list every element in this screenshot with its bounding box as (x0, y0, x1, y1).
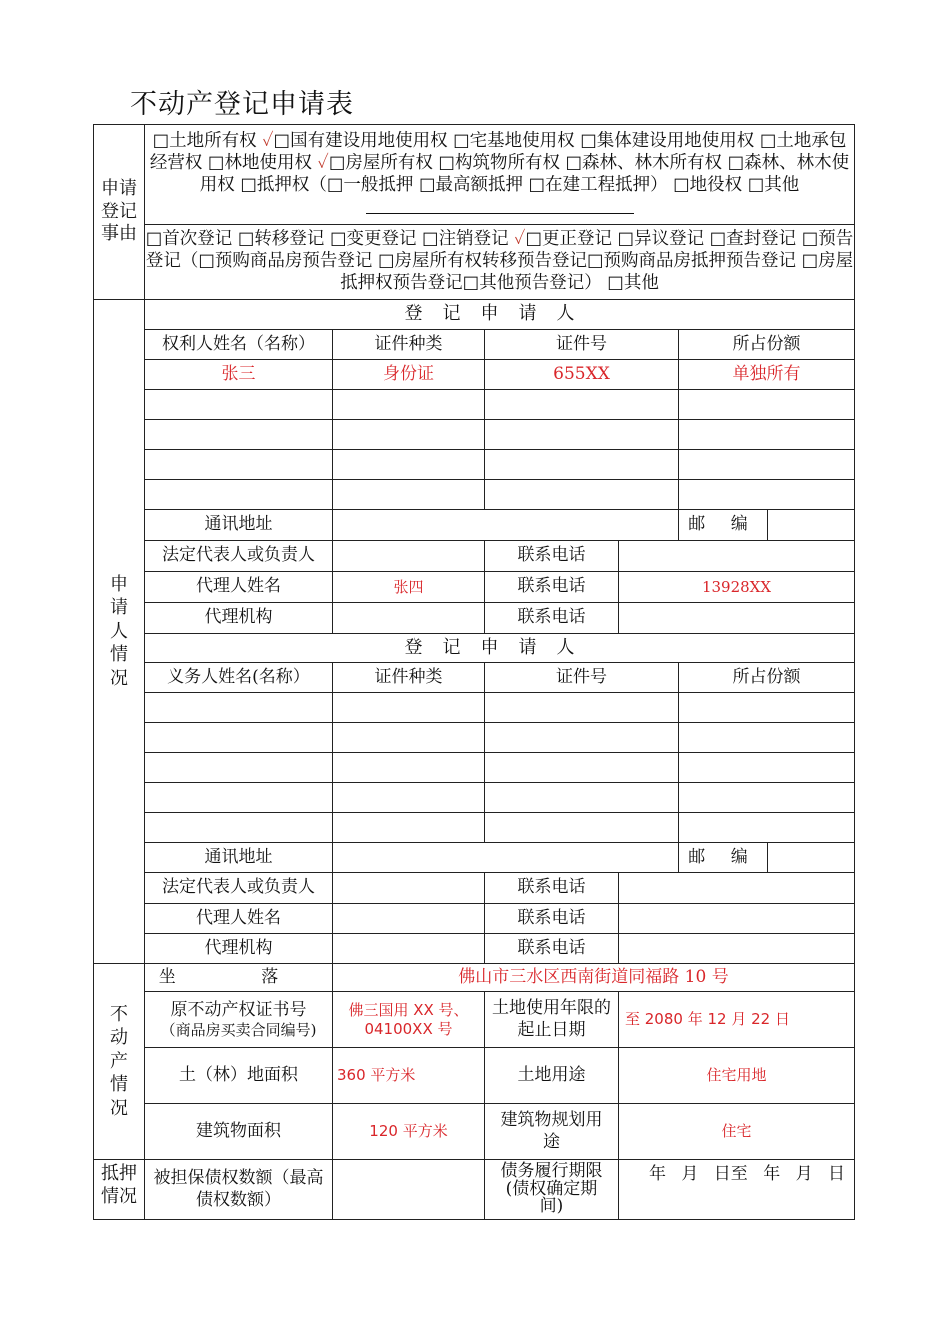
table-cell[interactable] (333, 723, 485, 753)
table-cell[interactable] (485, 783, 679, 813)
col-header-share: 所占份额 (679, 330, 855, 360)
col-header-share: 所占份额 (679, 663, 855, 693)
table-cell[interactable] (333, 783, 485, 813)
checkmark-icon: ✓ (514, 229, 526, 250)
col-header-name: 权利人姓名（名称） (145, 330, 333, 360)
table-cell[interactable] (485, 723, 679, 753)
table-cell[interactable] (145, 753, 333, 783)
table-cell[interactable] (485, 693, 679, 723)
table-cell[interactable] (679, 693, 855, 723)
agency-field[interactable] (333, 603, 485, 634)
agency-field[interactable] (333, 934, 485, 964)
table-cell[interactable] (333, 693, 485, 723)
phone-field[interactable] (619, 603, 855, 634)
agent-name-field[interactable]: 张四 (333, 572, 485, 603)
col-header-id-type: 证件种类 (333, 330, 485, 360)
building-use-label: 建筑物规划用途 (485, 1104, 619, 1160)
type-options-text: □更正登记 □异议登记 □查封登记 □预告登记（□预购商品房预告登记 □房屋所有权转移预告登记□预购商品房抵押预告登记 □房屋抵押权预告登记□其他预告登记） □其他 (145, 229, 854, 293)
table-cell[interactable] (679, 390, 855, 420)
original-cert-field[interactable]: 佛三国用 XX 号、04100XX 号 (333, 992, 485, 1048)
rightholder-share[interactable]: 单独所有 (679, 360, 855, 390)
postcode-field[interactable] (768, 510, 855, 541)
table-cell[interactable] (333, 813, 485, 843)
building-use-field[interactable]: 住宅 (619, 1104, 855, 1160)
legal-rep-field[interactable] (333, 541, 485, 572)
col-header-id-number: 证件号 (485, 330, 679, 360)
table-cell[interactable] (145, 390, 333, 420)
phone-label: 联系电话 (485, 603, 619, 634)
rights-options-text: □国有建设用地使用权 □宅基地使用权 □集体建设用地使用权 □土地承包经营权 □林地使用权 (149, 130, 847, 173)
location-field[interactable]: 佛山市三水区西南街道同福路 10 号 (333, 964, 855, 992)
postcode-label: 邮 编 (679, 843, 768, 873)
form-title: 不动产登记申请表 (130, 89, 354, 120)
rightholder-name[interactable]: 张三 (145, 360, 333, 390)
agent-name-label: 代理人姓名 (145, 572, 333, 603)
table-cell[interactable] (679, 420, 855, 450)
phone-field[interactable] (619, 873, 855, 904)
reason-side-label: 申请 登记 事由 (94, 125, 145, 300)
phone-field[interactable] (619, 541, 855, 572)
col-header-id-number: 证件号 (485, 663, 679, 693)
phone-field[interactable] (619, 934, 855, 964)
table-cell[interactable] (333, 753, 485, 783)
table-cell[interactable] (333, 390, 485, 420)
checkmark-icon: ✓ (262, 130, 274, 151)
secured-amount-label: 被担保债权数额（最高债权数额） (145, 1160, 333, 1220)
agency-label: 代理机构 (145, 934, 333, 964)
table-cell[interactable] (679, 783, 855, 813)
land-use-field[interactable]: 住宅用地 (619, 1048, 855, 1104)
table-cell[interactable] (333, 420, 485, 450)
legal-rep-label: 法定代表人或负责人 (145, 541, 333, 572)
table-cell[interactable] (333, 480, 485, 510)
original-cert-label-line2: （商品房买卖合同编号) (160, 1020, 317, 1039)
table-cell[interactable] (485, 420, 679, 450)
table-cell[interactable] (679, 813, 855, 843)
table-cell[interactable] (679, 723, 855, 753)
phone-label: 联系电话 (485, 934, 619, 964)
mortgage-side-label: 抵押 情况 (94, 1160, 145, 1220)
property-side-label: 不 动 产 情 况 (94, 964, 145, 1160)
address-field[interactable] (333, 843, 679, 873)
table-cell[interactable] (145, 783, 333, 813)
col-header-id-type: 证件种类 (333, 663, 485, 693)
postcode-field[interactable] (768, 843, 855, 873)
col-header-obligor-name: 义务人姓名(名称） (145, 663, 333, 693)
original-cert-label (145, 992, 333, 1048)
table-cell[interactable] (679, 480, 855, 510)
registration-form (93, 124, 855, 1220)
building-area-field[interactable]: 120 平方米 (333, 1104, 485, 1160)
agency-label: 代理机构 (145, 603, 333, 634)
rightholder-id-type[interactable]: 身份证 (333, 360, 485, 390)
address-label: 通讯地址 (145, 843, 333, 873)
original-cert-label-line1: 原不动产权证书号 (170, 999, 307, 1020)
table-cell[interactable] (145, 813, 333, 843)
debt-term-label: 债务履行期限(债权确定期间) (485, 1160, 619, 1220)
phone-label: 联系电话 (485, 541, 619, 572)
table-cell[interactable] (145, 450, 333, 480)
phone-label: 联系电话 (485, 572, 619, 603)
land-use-label: 土地用途 (485, 1048, 619, 1104)
type-options-text: □首次登记 □转移登记 □变更登记 □注销登记 (145, 229, 515, 250)
rights-options-text: □土地所有权 (152, 130, 263, 151)
rights-options-text: □房屋所有权 □构筑物所有权 □森林、林木所有权 □森林、林木使用权 □抵押权（□一般抵押 □最高额抵押 □在建工程抵押） □地役权 □其他 (199, 152, 850, 195)
phone-label: 联系电话 (485, 873, 619, 904)
phone-field[interactable] (619, 904, 855, 934)
land-area-field[interactable]: 360 平方米 (333, 1048, 485, 1104)
other-fill-line[interactable] (366, 197, 634, 214)
table-cell[interactable] (485, 480, 679, 510)
phone-label: 联系电话 (485, 904, 619, 934)
table-cell[interactable] (145, 420, 333, 450)
table-cell[interactable] (145, 723, 333, 753)
table-cell[interactable] (485, 813, 679, 843)
table-cell[interactable] (679, 450, 855, 480)
checkmark-icon: ✓ (317, 152, 329, 173)
rightholder-id-number[interactable]: 655XX (485, 360, 679, 390)
building-area-label: 建筑物面积 (145, 1104, 333, 1160)
table-cell[interactable] (145, 693, 333, 723)
applicant-side-label: 申 请 人 情 况 (94, 300, 145, 964)
rights-type-options[interactable] (145, 125, 855, 225)
legal-rep-label: 法定代表人或负责人 (145, 873, 333, 904)
agent-name-label: 代理人姓名 (145, 904, 333, 934)
table-cell[interactable] (333, 450, 485, 480)
agent-name-field[interactable] (333, 904, 485, 934)
table-cell[interactable] (485, 450, 679, 480)
table-cell[interactable] (679, 753, 855, 783)
obligor-section-header: 登记申请人 (145, 634, 855, 663)
address-label: 通讯地址 (145, 510, 333, 541)
land-area-label: 土（林）地面积 (145, 1048, 333, 1104)
address-field[interactable] (333, 510, 679, 541)
table-cell[interactable] (145, 480, 333, 510)
table-cell[interactable] (485, 753, 679, 783)
secured-amount-field[interactable] (333, 1160, 485, 1220)
land-term-label: 土地使用年限的起止日期 (485, 992, 619, 1048)
location-label: 坐 落 (145, 964, 333, 992)
registration-type-options[interactable] (145, 225, 855, 300)
debt-term-field[interactable]: 年 月 日至 年 月 日 (619, 1160, 855, 1220)
agent-phone-field[interactable]: 13928XX (619, 572, 855, 603)
table-cell[interactable] (485, 390, 679, 420)
land-term-field[interactable]: 至 2080 年 12 月 22 日 (619, 992, 855, 1048)
rightholder-section-header: 登记申请人 (145, 300, 855, 330)
postcode-label: 邮 编 (679, 510, 768, 541)
legal-rep-field[interactable] (333, 873, 485, 904)
